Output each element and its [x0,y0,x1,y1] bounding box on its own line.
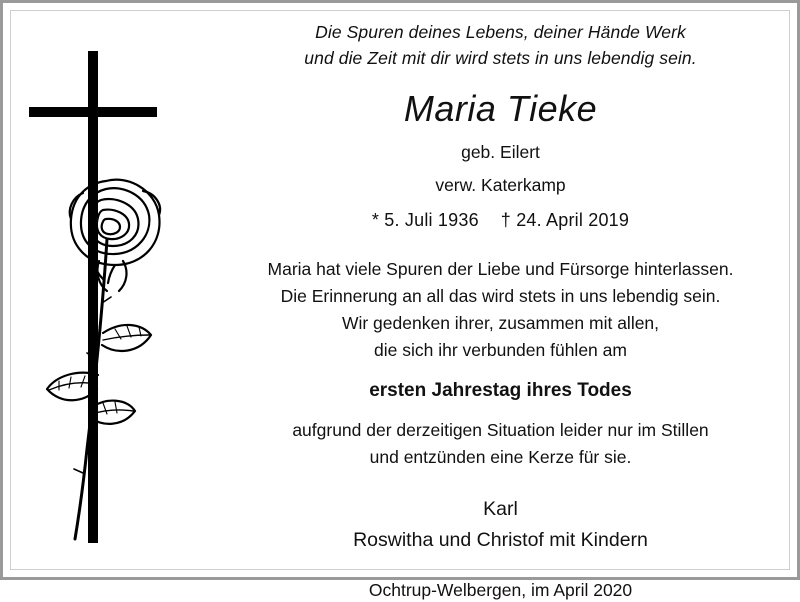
memorial2-line-2: und entzünden eine Kerze für sie. [369,447,632,467]
verse-line-1: Die Spuren deines Lebens, deiner Hände Werk [315,22,686,42]
death-date: † 24. April 2019 [500,210,630,230]
memorial-line-2: Die Erinnerung an all das wird stets in uns lebendig sein. [280,286,721,306]
place-and-date: Ochtrup-Welbergen, im April 2020 [368,580,633,600]
rose-icon [47,180,160,539]
text-column [208,3,793,600]
memorial-line-1: Maria hat viele Spuren der Liebe und Fürsorge hinterlassen. [267,259,734,279]
maiden-name: geb. Eilert [461,142,540,162]
birth-date: * 5. Juli 1936 [371,210,479,230]
anniversary-text: ersten Jahrestag ihres Todes [369,380,632,401]
memorial-text [208,256,793,364]
memorial-line-3: Wir gedenken ihrer, zusammen mit allen, [341,313,660,333]
memorial-line-4: die sich ihr verbunden fühlen am [374,340,627,360]
family-line-1: Karl [483,498,518,520]
life-dates [208,208,793,232]
family-line-2: Roswitha und Christof mit Kindern [353,529,648,551]
widow-name: verw. Katerkamp [435,175,566,195]
verse [208,19,793,71]
memorial-text-2 [208,417,793,471]
artwork-column [3,3,218,583]
family-names [208,494,793,556]
cross-icon [29,51,157,543]
verse-line-2: und die Zeit mit dir wird stets in uns lebendig sein. [304,48,697,68]
memorial2-line-1: aufgrund der derzeitigen Situation leider nur im Stillen [292,420,709,440]
deceased-name: Maria Tieke [403,88,598,129]
